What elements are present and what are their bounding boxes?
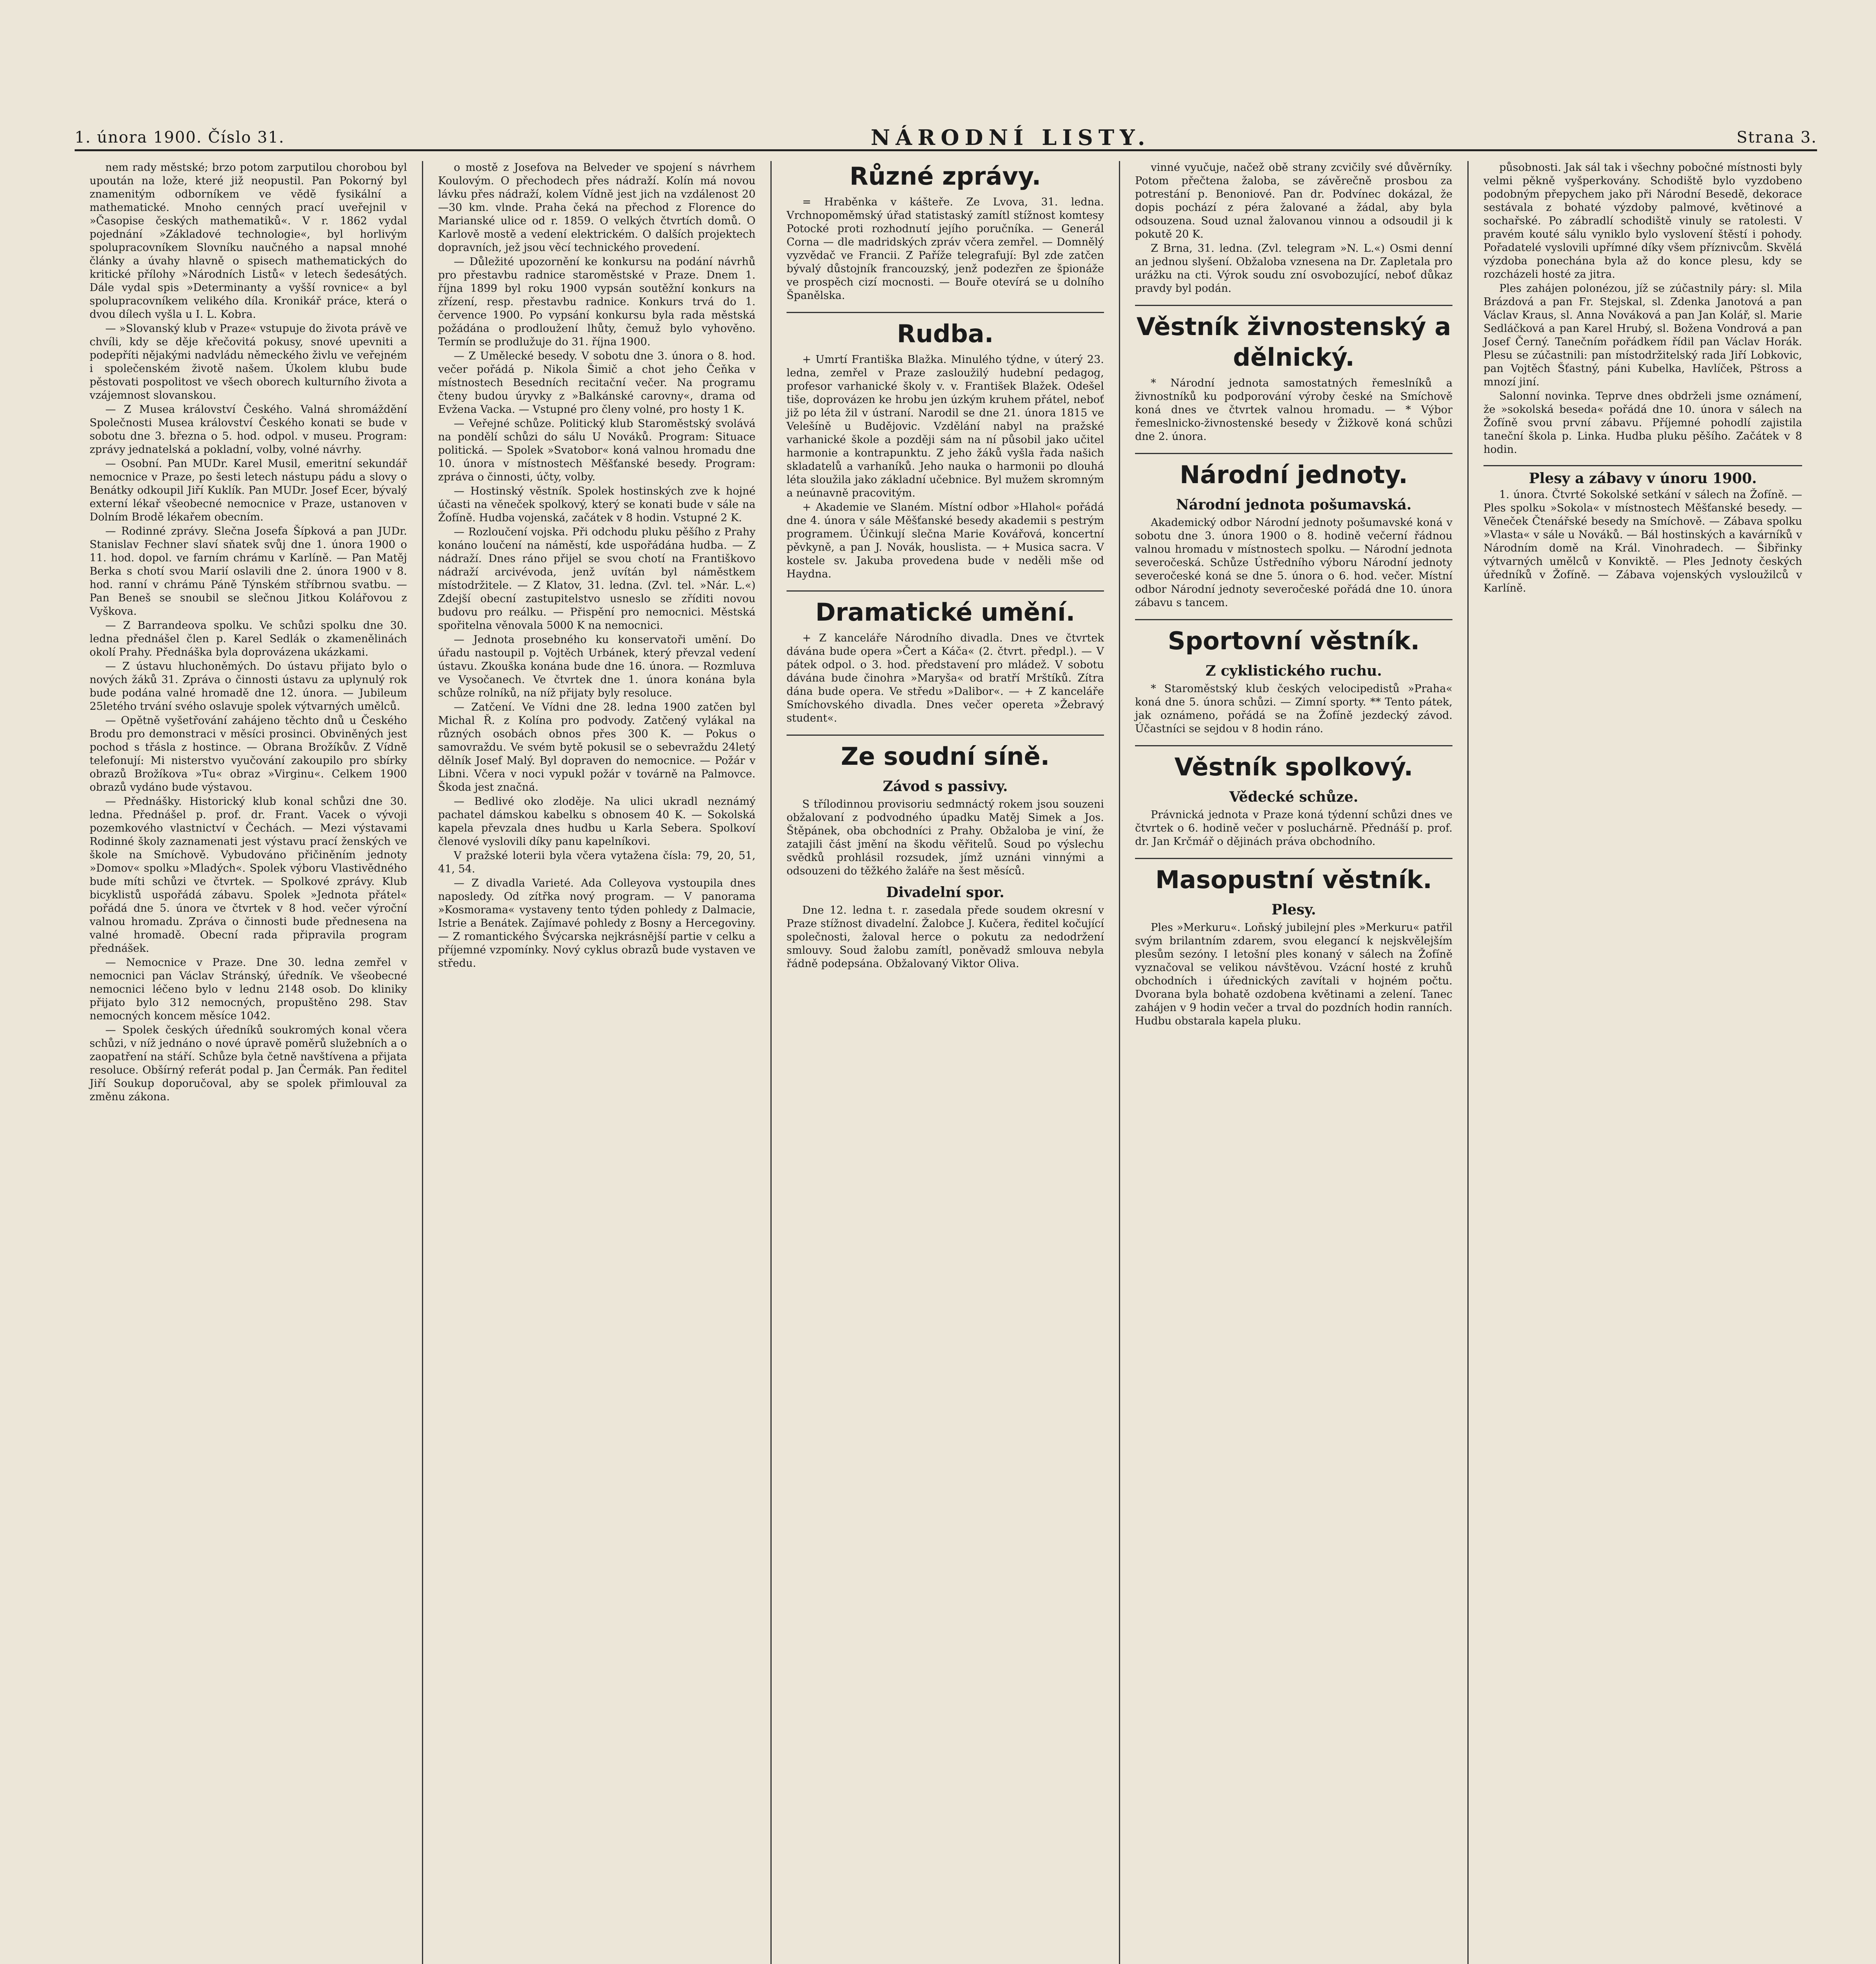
- section-heading-clubs: Věstník spolkový.: [1135, 745, 1452, 782]
- article-paragraph: — Opětně vyšetřování zahájeno těchto dnů u Českého Brodu pro demonstraci v měsíci prosinci. Obviněných jest pochod s třásla z hostince. — Obrana Brožíkův. Z Vídně telefonují: Mi nisterstvo vyučování zakoupilo pro sbírky obrazů Brožíkova »Tu« obraz »Virginu«. Celkem 1900 obrazů vydáno bude výstavou.: [90, 715, 407, 793]
- subheading: Divadelní spor.: [886, 884, 1005, 901]
- column-2: [423, 161, 772, 1964]
- article-paragraph: — Jednota prosebného ku konservatoři umění. Do úřadu nastoupil p. Vojtěch Urbánek, který převzal vedení ústavu. Zkouška konána bude dne 16. února. — Rozmluva ve Vysočanech. Ve čtvrtek dne 1. února konána byla schůze rolníků, na níž přijaty byly resoluce.: [438, 634, 756, 699]
- article-paragraph: nem rady městské; brzo potom zarputilou chorobou byl upoután na lože, které již neopustil. Pan Pokorný byl znamenitým odborníkem ve vědě fysikální a mathematické. Mnoho cenných prací uveřejnil v »Časopise českých mathematiků«. V r. 1862 vydal pojednání »Základové technologie«, byl horlivým spolupracovníkem Slovníku naučného a napsal mnohé články a úvahy hlavně o spisech mathematických do kritické přílohy »Národních Listů« v letech šedesátých. Dále vydal spis »Determinanty a vyšší rovnice« a byl spolupracovníkem velikého díla. Kronikář práce, která o dvou dílech vyšla u I. L. Kobra.: [90, 161, 407, 321]
- article-paragraph: působnosti. Jak sál tak i všechny pobočné místnosti byly velmi pěkně vyšperkovány. Schodiště bylo vyzdobeno podobným přepychem jako při Národní Besedě, dekorace sestávala z bohaté výzdoby palmové, květinové a sochařské. Po zábradlí schodiště vinuly se ratolesti. V pravém kouté sálu vyniklo bylo vyslovení štěstí i pohody. Pořadatelé vyslovili upřímné díky všem příznivcům. Skvělá výzdoba ponechána byla až do konce plesu, kdy se rozcházeli hosté za jitra.: [1484, 161, 1802, 280]
- masthead: [75, 126, 1817, 151]
- subheading: Národní jednota pošumavská.: [1176, 496, 1412, 513]
- balls-schedule-list: 1. února. Čtvrté Sokolské setkání v sálech na Žofíně. — Ples spolku »Sokola« v místnostech Měšťanské besedy. — Věneček Čtenářské besedy na Smíchově. — Zábava spolku »Vlasta« v sále u Nováků. — Bál hostinských a kavárníků v Národním domě na Král. Vinohradech. — Šibřinky výtvarných umělců v Konviktě. — Ples Jednoty českých úředníků v Žofíně. — Zábava vojenských vysloužilců v Karlíně.: [1484, 489, 1802, 594]
- column-4: [1120, 161, 1469, 1964]
- article-paragraph: S třílodinnou provisoriu sedmnáctý rokem jsou souzeni obžalovaní z podvodného úpadku Matěj Simek a Jos. Štěpánek, oba obchodníci z Prahy. Obžaloba je viní, že zatajili část jmění na škodu věřitelů. Soud po výslechu svědků prohlásil rozsudek, jímž uznáni vinnými a odsouzeni do těžkého žaláře na šest měsíců.: [787, 798, 1104, 877]
- article-paragraph: Akademický odbor Národní jednoty pošumavské koná v sobotu dne 3. února 1900 o 8. hodině večerní řádnou valnou hromadu v místnostech spolku. — Národní jednota severočeská. Schůze Ústředního výboru Národní jednoty severočeské koná se dne 5. února o 6. hod. večer. Místní odbor Národní jednoty severočeské pořádá dne 10. února zábavu s tancem.: [1135, 517, 1452, 609]
- issue-date: 1. února 1900. Číslo 31.: [75, 128, 285, 147]
- column-1: [75, 161, 423, 1964]
- article-paragraph: — Z Barrandeova spolku. Ve schůzi spolku dne 30. ledna přednášel člen p. Karel Sedlák o zkamenělinách okolí Prahy. Přednáška byla doprovázena ukázkami.: [90, 619, 407, 658]
- article-paragraph: + Umrtí Františka Blažka. Minulého týdne, v úterý 23. ledna, zemřel v Praze zasloužilý hudební pedagog, profesor varhanické školy v. v. František Blažek. Odešel tiše, doprovázen ke hrobu jen úzkým kruhem přátel, neboť již po léta žil v ústraní. Narodil se dne 21. února 1815 ve Velešíně u Budějovic. Vzdělání nabyl na pražské varhanické škole a později sám na ní působil jako učitel harmonie a kontrapunktu. Z jeho žáků vyšla řada našich skladatelů a varhaníků. Jeho nauka o harmonii po dlouhá léta sloužila jako základní učebnice. Byl mužem skromným a neúnavně pracovitým.: [787, 354, 1104, 499]
- article-paragraph: vinné vyučuje, načež obě strany zcvičily své důvěrníky. Potom přečtena žaloba, se závěrečně prosbou za potrestání p. Benoniové. Pan dr. Podvínec dokázal, že dopis pochází z péra žalované a žádal, aby byla odsouzena. Soud uznal žalovanou vinnou a odsoudil ji k pokutě 20 K.: [1135, 161, 1452, 240]
- article-paragraph: + Akademie ve Slaném. Místní odbor »Hlahol« pořádá dne 4. února v sále Měšťanské besedy akademii s pestrým programem. Účinkují slečna Marie Kovářová, koncertní pěvkyně, a pan J. Novák, houslista. — + Musica sacra. V kostele sv. Jakuba provedena bude v neděli mše od Haydna.: [787, 501, 1104, 580]
- article-paragraph: — Veřejné schůze. Politický klub Staroměstský svolává na pondělí schůzi do sálu U Nováků. Program: Situace politická. — Spolek »Svatobor« koná valnou hromadu dne 10. února v místnostech Měšťanské besedy. Program: zpráva o činnosti, účty, volby.: [438, 418, 756, 483]
- section-heading-national-unions: Národní jednoty.: [1135, 453, 1452, 490]
- article-paragraph: — Bedlivé oko zloděje. Na ulici ukradl neznámý pachatel dámskou kabelku s obnosem 40 K. — Sokolská kapela převzala dnes hudbu u Karla Sebera. Spolkoví členové vyslovili díky panu kapelníkovi.: [438, 795, 756, 848]
- article-paragraph: — Zatčení. Ve Vídni dne 28. ledna 1900 zatčen byl Michal Ř. z Kolína pro podvody. Zatčený vylákal na různých osobách obnos přes 300 K. — Pokus o samovraždu. Ve svém bytě pokusil se o sebevraždu 24letý dělník Josef Malý. Byl dopraven do nemocnice. — Požár v Libni. Včera v noci vypukl požár v továrně na Palmovce. Škoda jest značná.: [438, 701, 756, 793]
- page-number: Strana 3.: [1737, 128, 1817, 147]
- article-paragraph: — Hostinský věstník. Spolek hostinských zve k hojné účasti na věneček spolkový, který se konati bude v sále na Žofíně. Hudba vojenská, začátek v 8 hodin. Vstupné 2 K.: [438, 485, 756, 524]
- article-paragraph: — Přednášky. Historický klub konal schůzi dne 30. ledna. Přednášel p. prof. dr. Frant. Vacek o vývoji pozemkového vlastnictví v Čechách. — Mezi výstavami Rodinné školy zaznamenati jest výstavu prací ženských ve škole na Smíchově. Vybudováno přičiněním jednoty »Domov« spolku »Mladých«. Spolek výboru Vlastivědného bude míti schůzi ve čtvrtek. — Spolkové zprávy. Klub bicyklistů uspořádá zábavu. Spolek »Jednota přátel« pořádá dne 5. února ve čtvrtek v 8 hod. večer výroční valnou hromadu. Zpráva o činnosti bude přednesena na valné hromadě. Obecní rada připravila program přednášek.: [90, 795, 407, 955]
- article-paragraph: — Z Musea království Českého. Valná shromáždění Společnosti Musea království Českého konati se bude v sobotu dne 3. března o 5. hod. odpol. v museu. Program: zprávy jednatelská a pokladní, volby, volné návrhy.: [90, 403, 407, 456]
- article-paragraph: Salonní novinka. Teprve dnes obdrželi jsme oznámení, že »sokolská beseda« pořádá dne 10. února v sálech na Žofíně svou první zábavu. Příjemné pohodlí zajistila taneční škola p. Linka. Hudba pluku pěšího. Začátek v 8 hodin.: [1484, 390, 1802, 456]
- article-paragraph: o mostě z Josefova na Belveder ve spojení s návrhem Koulovým. O přechodech přes nádraží. Kolín má novou lávku přes nádraží, kolem Vídně jest jich na vzdálenost 20—30 km. vlnde. Praha čeká na přechod z Florence do Marianské ulice od r. 1859. O velkých čtvrtích domů. O Karlově mostě a vedení elektrickém. O dalších projektech dopravních, jež jsou věcí technického provedení.: [438, 161, 756, 254]
- article-columns: [75, 161, 1817, 1964]
- newspaper-title: NÁRODNÍ LISTY.: [871, 125, 1151, 150]
- section-heading-misc-news: Různé zprávy.: [849, 162, 1041, 191]
- article-paragraph: * Národní jednota samostatných řemeslníků a živnostníků ku podporování výroby české na Smíchově koná dnes ve čtvrtek valnou hromadu. — * Výbor řemeslnicko-živnostenské besedy v Žižkově koná schůzi dne 2. února.: [1135, 377, 1452, 443]
- section-heading-carnival: Masopustní věstník.: [1135, 858, 1452, 895]
- article-paragraph: — Rodinné zprávy. Slečna Josefa Šípková a pan JUDr. Stanislav Fechner slaví sňatek svůj dne 1. února 1900 o 11. hod. dopol. ve farním chrámu v Karlíně. — Pan Matěj Berka s chotí svou Marií oslavili dne 2. února 1900 v 8. hod. ranní v chrámu Páně Týnském stříbrnou svatbu. — Pan Beneš se snoubil se slečnou Jitkou Kolářovou z Vyškova.: [90, 525, 407, 617]
- section-heading-court: Ze soudní síně.: [787, 735, 1104, 772]
- column-3: [772, 161, 1120, 1964]
- article-paragraph: Právnická jednota v Praze koná týdenní schůzi dnes ve čtvrtek o 6. hodině večer v posluchárně. Přednáší p. prof. dr. Jan Krčmář o dějinách práva obchodního.: [1135, 809, 1452, 848]
- article-paragraph: — Z Umělecké besedy. V sobotu dne 3. února o 8. hod. večer pořádá p. Nikola Šimič a chot jeho Čeňka v místnostech Besedních recitační večer. Na programu čteny budou úryvky z »Balkánské carovny«, drama od Evžena Vacka. — Vstupné pro členy volné, pro hosty 1 K.: [438, 350, 756, 416]
- article-paragraph: — Spolek českých úředníků soukromých konal včera schůzi, v níž jednáno o nové úpravě poměrů služebních a o zaopatření na stáří. Schůze byla četně navštívena a přijata resoluce. Obšírný referát podal p. Jan Čermák. Pan ředitel Jiří Soukup doporučoval, aby se spolek přimlouval za změnu zákona.: [90, 1024, 407, 1103]
- article-paragraph: * Staroměstský klub českých velocipedistů »Praha« koná dne 5. února schůzi. — Zimní sporty. ** Tento pátek, jak oznámeno, pořádá se na Žofíně jezdecký závod. Účastníci se sejdou v 8 hodin ráno.: [1135, 683, 1452, 735]
- section-heading-drama: Dramatické umění.: [787, 590, 1104, 628]
- article-paragraph: Ples »Merkuru«. Loňský jubilejní ples »Merkuru« patřil svým brilantním zdarem, svou elegancí k nejskvělejším plesům sezóny. I letošní ples konaný v sálech na Žofíně vyznačoval se velikou návštěvou. Vzácní hosté z kruhů obchodních i úřednických zavítali v hojném počtu. Dvorana byla bohatě ozdobena květinami a zelení. Tanec zahájen v 9 hodin večer a trval do pozdních hodin ranních. Hudbu obstarala kapela pluku.: [1135, 922, 1452, 1027]
- article-paragraph: — Důležité upozornění ke konkursu na podání návrhů pro přestavbu radnice staroměstské v Praze. Dnem 1. října 1899 byl roku 1900 vypsán soutěžní konkurs na zřízení, resp. přestavbu radnice. Konkurs trvá do 1. července 1900. Po vypsání konkursu byla rada městská požádána o prodloužení lhůty, čemuž bylo vyhověno. Termín se prodlužuje do 31. října 1900.: [438, 256, 756, 348]
- section-heading-sport: Sportovní věstník.: [1135, 619, 1452, 656]
- article-paragraph: — Osobní. Pan MUDr. Karel Musil, emeritní sekundář nemocnice v Praze, po šesti letech nástupu pádu a slovy o Benátky odkoupil Jiří Kuklík. Pan MUDr. Josef Ecer, bývalý externí lékař všeobecné nemocnice v Praze, ustanoven v Dolním Brodě lékařem obecním.: [90, 458, 407, 523]
- article-paragraph: = Hraběnka v kášteře. Ze Lvova, 31. ledna. Vrchnopoměmský úřad statistaský zamítl stížnost komtesy Potocké proti rozhodnutí jejího poručníka. — Generál Corna — dle madridských zpráv včera zemřel. — Domnělý vyzvědač ve Francii. Z Paříže telegrafují: Byl zde zatčen bývalý důstojník francouzský, jenž podezřen ze špionáže ve prospěch cizí mocnosti. — Bouře otevírá se u dolního Španělska.: [787, 196, 1104, 302]
- lottery-numbers: V pražské loterii byla včera vytažena čísla: 79, 20, 51, 41, 54.: [438, 850, 756, 875]
- section-heading-trade: Věstník živnostenský a dělnický.: [1135, 305, 1452, 373]
- subheading: Závod s passivy.: [883, 778, 1008, 795]
- subheading: Plesy.: [1271, 901, 1316, 918]
- article-paragraph: Ples zahájen polonézou, jíž se zúčastnily páry: sl. Mila Brázdová a pan Fr. Stejskal, sl. Zdenka Janotová a pan Václav Kraus, sl. Anna Nováková a pan Jan Kolář, sl. Marie Sedláčková a pan Karel Hrubý, sl. Božena Vondrová a pan Josef Černý. Tanečním pořádkem řídil pan Václav Horák. Plesu se zúčastnili: pan místodržitelský rada Jiří Lobkovic, pan Vojtěch Šťastný, páni Kubelka, Havlíček, Pštross a mnozí jiní.: [1484, 282, 1802, 388]
- article-paragraph: — Z divadla Varieté. Ada Colleyova vystoupila dnes naposledy. Od zítřka nový program. — V panorama »Kosmorama« vystaveny tento týden pohledy z Dalmacie, Istrie a Benátek. Zajímavé pohledy z Bosny a Hercegoviny. — Z romantického Švýcarska nejkrásnější partie v celku a příjemné vzpomínky. Nový cyklus obrazů bude vystaven ve středu.: [438, 877, 756, 969]
- article-paragraph: — Z ústavu hluchoněmých. Do ústavu přijato bylo o nových žáků 31. Zpráva o činnosti ústavu za uplynulý rok bude podána valné hromadě dne 12. února. — Jubileum 25letého trvání svého oslavuje spolek výtvarných umělců.: [90, 660, 407, 713]
- article-paragraph: — Nemocnice v Praze. Dne 30. ledna zemřel v nemocnici pan Václav Stránský, úředník. Ve všeobecné nemocnici léčeno bylo v lednu 2148 osob. Do kliniky přijato bylo 312 nemocných, propuštěno 298. Stav nemocných koncem měsíce 1042.: [90, 956, 407, 1022]
- article-paragraph: Dne 12. ledna t. r. zasedala přede soudem okresní v Praze stížnost divadelní. Žalobce J. Kučera, ředitel kočující společnosti, žaloval herce o pokutu za nedodržení smlouvy. Soud žalobu zamítl, poněvadž smlouva nebyla řádně podepsána. Obžalovaný Viktor Oliva.: [787, 904, 1104, 970]
- column-5: [1469, 161, 1817, 1964]
- subheading: Vědecké schůze.: [1229, 789, 1359, 805]
- article-paragraph: Z Brna, 31. ledna. (Zvl. telegram »N. L.«) Osmi denní an jednou slyšení. Obžaloba vznesena na Dr. Zapletala pro urážku na cti. Výrok soudu zní osvobozující, neboť důkaz pravdy byl podán.: [1135, 242, 1452, 295]
- section-heading-music: Rudba.: [787, 312, 1104, 349]
- article-paragraph: — Rozloučení vojska. Při odchodu pluku pěšího z Prahy konáno loučení na náměstí, kde uspořádána hudba. — Z nádraží. Dnes ráno přijel se svou chotí na Františkovo nádraží arcivévoda, jenž uvítán byl náměstkem místodržitele. — Z Klatov, 31. ledna. (Zvl. tel. »Nár. L.«) Zdejší obecní zastupitelstvo usneslo se zříditi novou budovu pro reálku. — Přispění pro nemocnici. Městská spořitelna věnovala 5000 K na nemocnici.: [438, 526, 756, 632]
- subheading: Z cyklistického ruchu.: [1205, 663, 1382, 679]
- article-paragraph: + Z kanceláře Národního divadla. Dnes ve čtvrtek dávána bude opera »Čert a Káča« (2. čtvrt. předpl.). — V pátek odpol. o 3. hod. představení pro mládež. V sobotu dávána bude činohra »Maryša« od bratří Mrštíků. Zítra dána bude opera. Ve středu »Dalibor«. — + Z kanceláře Smíchovského divadla. Dnes večer opereta »Žebravý student«.: [787, 632, 1104, 724]
- balls-schedule-heading: Plesy a zábavy v únoru 1900.: [1484, 465, 1802, 485]
- article-paragraph: — »Slovanský klub v Praze« vstupuje do života právě ve chvíli, kdy se děje křečovitá pokusy, snové upevniti a podepříti nějakými nadvládu německého živlu ve veřejném i společenském životě našem. Úkolem klubu bude pěstovati pospolitost ve všech oborech kulturního života a vzájemnost slovanskou.: [90, 322, 407, 401]
